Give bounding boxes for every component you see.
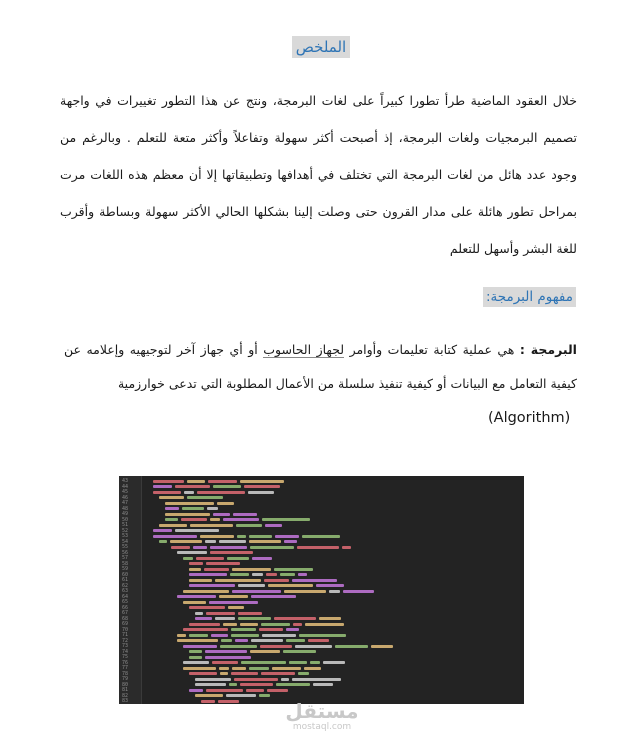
code-token xyxy=(153,529,172,532)
code-token xyxy=(200,535,234,538)
line-number: 53 xyxy=(122,533,129,539)
code-token xyxy=(276,683,310,686)
code-token xyxy=(220,645,257,648)
code-token xyxy=(215,617,235,620)
code-token xyxy=(335,645,368,648)
line-number: 64 xyxy=(122,593,129,600)
code-token xyxy=(175,529,219,532)
code-token xyxy=(231,672,258,675)
code-token xyxy=(153,491,181,494)
code-token xyxy=(292,678,341,681)
code-token xyxy=(240,623,258,626)
line-number-gutter xyxy=(119,476,142,704)
code-token xyxy=(298,573,307,576)
code-token xyxy=(229,683,237,686)
code-token xyxy=(183,628,228,631)
code-token xyxy=(183,557,193,560)
code-token xyxy=(215,579,261,582)
line-number: 49 xyxy=(122,511,129,517)
code-token xyxy=(153,480,184,483)
line-number: 55 xyxy=(122,544,129,550)
code-token xyxy=(313,683,333,686)
code-token xyxy=(305,623,344,626)
code-token xyxy=(189,656,202,659)
code-token xyxy=(275,535,299,538)
code-token xyxy=(329,590,340,593)
code-token xyxy=(205,656,251,659)
code-token xyxy=(265,524,282,527)
code-token xyxy=(195,617,212,620)
code-token xyxy=(260,645,292,648)
definition-paragraph xyxy=(64,333,577,401)
code-token xyxy=(183,590,229,593)
code-token xyxy=(208,480,237,483)
code-token xyxy=(281,678,289,681)
code-token xyxy=(240,480,284,483)
code-token xyxy=(196,557,224,560)
code-token xyxy=(343,590,374,593)
document-title: الملخص xyxy=(292,36,350,58)
code-token xyxy=(219,595,248,598)
line-number: 52 xyxy=(122,527,129,534)
code-token xyxy=(262,634,296,637)
code-token xyxy=(187,480,205,483)
code-token xyxy=(193,546,207,549)
line-number: 72 xyxy=(122,637,129,644)
code-token xyxy=(226,694,256,697)
summary-line: بمراحل تطور هائلة على مدار القرون حتى وصلت إلينا بشكلها الحالي الأكثر سهولة وبساطة وأقرب xyxy=(60,204,577,219)
code-token xyxy=(183,661,209,664)
code-token xyxy=(266,573,277,576)
definition-text-3: كيفية التعامل مع البيانات أو كيفية تنفيذ سلسلة من الأعمال المطلوبة التي تدعى خوارزمية xyxy=(117,376,577,391)
line-number: 80 xyxy=(122,681,129,688)
code-token xyxy=(252,557,272,560)
code-screenshot-image xyxy=(119,476,524,704)
code-token xyxy=(299,634,346,637)
code-token xyxy=(220,672,228,675)
code-token xyxy=(165,507,179,510)
line-number: 71 xyxy=(122,632,129,638)
code-token xyxy=(230,573,249,576)
watermark-arabic: مستقل xyxy=(285,699,359,723)
line-number: 63 xyxy=(122,588,129,594)
code-token xyxy=(177,551,207,554)
code-token xyxy=(295,645,332,648)
code-token xyxy=(264,579,289,582)
code-token xyxy=(246,689,264,692)
code-token xyxy=(284,540,297,543)
code-token xyxy=(272,667,301,670)
code-token xyxy=(201,700,215,703)
code-token xyxy=(170,540,202,543)
code-token xyxy=(259,694,270,697)
line-number: 83 xyxy=(122,698,129,704)
code-token xyxy=(189,579,212,582)
code-token xyxy=(206,562,240,565)
code-token xyxy=(189,562,203,565)
code-token xyxy=(183,667,216,670)
code-token xyxy=(280,573,295,576)
code-token xyxy=(298,672,309,675)
code-token xyxy=(240,683,273,686)
code-token xyxy=(283,650,316,653)
code-token xyxy=(153,485,172,488)
line-number: 76 xyxy=(122,659,129,666)
code-token xyxy=(241,661,286,664)
definition-text-1: هي عملية كتابة تعليمات وأوامر xyxy=(344,342,515,357)
code-token xyxy=(206,612,235,615)
code-token xyxy=(189,634,208,637)
code-token xyxy=(250,546,294,549)
code-token xyxy=(227,557,249,560)
line-number: 81 xyxy=(122,687,129,693)
code-token xyxy=(223,518,259,521)
watermark-latin: mostaql.com xyxy=(292,722,352,732)
code-token xyxy=(238,617,271,620)
code-token xyxy=(153,535,197,538)
code-token xyxy=(184,491,194,494)
code-token xyxy=(207,507,218,510)
code-token xyxy=(223,623,237,626)
code-token xyxy=(210,518,220,521)
line-number: 58 xyxy=(122,560,129,567)
code-token xyxy=(252,573,263,576)
code-token xyxy=(232,667,246,670)
line-number: 69 xyxy=(122,621,129,627)
summary-line: تصميم البرمجيات ولغات البرمجة، إذ أصبحت أكثر سهولة وتفاعلاً وأكثر متعة للتعلم . وبالرغم من xyxy=(60,130,577,145)
code-token xyxy=(231,634,259,637)
code-token xyxy=(210,551,253,554)
code-token xyxy=(171,546,190,549)
code-token xyxy=(319,617,341,620)
code-token xyxy=(231,628,256,631)
code-token xyxy=(183,645,217,648)
summary-line: للغة البشر وأسهل للتعلم xyxy=(449,241,577,256)
code-token xyxy=(213,485,241,488)
code-token xyxy=(189,689,203,692)
code-token xyxy=(293,623,302,626)
summary-paragraph xyxy=(60,82,577,267)
code-token xyxy=(371,645,393,648)
line-number: 65 xyxy=(122,599,129,605)
code-token xyxy=(189,573,227,576)
code-token xyxy=(195,612,203,615)
code-token xyxy=(189,623,220,626)
code-token xyxy=(219,667,229,670)
code-token xyxy=(175,485,210,488)
code-token xyxy=(204,568,229,571)
watermark xyxy=(284,700,360,733)
line-number: 75 xyxy=(122,654,129,660)
code-token xyxy=(181,518,207,521)
code-token xyxy=(251,595,296,598)
line-number: 45 xyxy=(122,489,129,495)
code-token xyxy=(302,535,340,538)
code-token xyxy=(261,672,295,675)
code-token xyxy=(165,513,210,516)
section-heading: مفهوم البرمجة: xyxy=(483,287,576,307)
code-token xyxy=(177,634,186,637)
code-token xyxy=(248,491,274,494)
code-token xyxy=(286,639,305,642)
line-number: 59 xyxy=(122,566,129,572)
code-token xyxy=(217,502,234,505)
code-token xyxy=(213,513,230,516)
line-number: 73 xyxy=(122,643,129,649)
code-token xyxy=(297,546,339,549)
code-token xyxy=(274,568,313,571)
code-token xyxy=(342,546,351,549)
code-token xyxy=(209,601,258,604)
code-token xyxy=(165,502,214,505)
line-number: 60 xyxy=(122,571,129,578)
algorithm-label: (Algorithm) xyxy=(488,410,571,426)
code-token xyxy=(232,568,271,571)
code-token xyxy=(165,518,178,521)
line-number: 51 xyxy=(122,522,129,528)
code-token xyxy=(190,524,233,527)
line-number: 66 xyxy=(122,604,129,611)
line-number: 61 xyxy=(122,577,129,583)
code-token xyxy=(261,623,290,626)
code-token xyxy=(206,689,243,692)
line-number: 44 xyxy=(122,483,129,490)
code-token xyxy=(189,650,202,653)
code-token xyxy=(235,639,248,642)
code-token xyxy=(195,678,231,681)
definition-text-2: أو أي جهاز آخر لتوجيهيه وإعلامه عن xyxy=(64,342,264,357)
title-container xyxy=(0,36,642,58)
line-number: 74 xyxy=(122,648,129,655)
line-number: 56 xyxy=(122,549,129,556)
definition-term: البرمجة : xyxy=(519,342,577,357)
code-token xyxy=(292,579,337,582)
code-token xyxy=(212,661,238,664)
code-token xyxy=(205,650,247,653)
code-token xyxy=(238,584,265,587)
code-token xyxy=(236,524,262,527)
code-token xyxy=(159,524,187,527)
code-token xyxy=(177,595,216,598)
code-token xyxy=(304,667,321,670)
code-token xyxy=(249,535,272,538)
code-token xyxy=(249,667,269,670)
code-token xyxy=(221,639,232,642)
line-number: 43 xyxy=(122,478,129,484)
code-token xyxy=(189,606,225,609)
summary-line: وجود عدد هائل من لغات البرمجة التي تختلف في أهدافها وتطبيقاتها إلا أن معظم هذه اللغات مرت xyxy=(60,167,577,182)
code-token xyxy=(268,584,313,587)
computer-link[interactable]: لجهاز الحاسوب xyxy=(263,342,345,357)
code-token xyxy=(189,672,217,675)
code-token xyxy=(234,678,278,681)
code-token xyxy=(262,518,310,521)
code-token xyxy=(274,617,316,620)
line-number: 68 xyxy=(122,615,129,622)
code-token xyxy=(232,590,281,593)
code-token xyxy=(195,683,226,686)
code-token xyxy=(159,540,167,543)
code-token xyxy=(159,496,184,499)
line-number: 82 xyxy=(122,692,129,699)
code-token xyxy=(219,540,246,543)
code-token xyxy=(238,612,262,615)
code-token xyxy=(177,639,218,642)
line-number: 78 xyxy=(122,670,129,677)
line-number: 70 xyxy=(122,626,129,633)
code-token xyxy=(187,496,223,499)
code-token xyxy=(205,540,216,543)
code-token xyxy=(267,689,288,692)
code-token xyxy=(244,485,280,488)
code-token xyxy=(233,513,257,516)
code-token xyxy=(284,590,326,593)
code-token xyxy=(316,584,344,587)
line-number: 57 xyxy=(122,555,129,561)
code-token xyxy=(237,535,246,538)
line-number: 50 xyxy=(122,516,129,523)
code-token xyxy=(323,661,345,664)
line-number: 47 xyxy=(122,500,129,506)
line-number: 48 xyxy=(122,505,129,512)
line-number: 79 xyxy=(122,676,129,682)
code-token xyxy=(250,650,280,653)
summary-line: خلال العقود الماضية طرأ تطورا كبيراً على لغات البرمجة، ونتج عن هذا التطور تغييرات في واجهة xyxy=(60,93,577,108)
code-token xyxy=(189,584,235,587)
code-token xyxy=(249,540,281,543)
section-heading-wrap xyxy=(483,286,576,307)
line-number: 77 xyxy=(122,665,129,671)
code-token xyxy=(210,546,247,549)
code-token xyxy=(289,661,307,664)
code-token xyxy=(197,491,245,494)
code-token xyxy=(310,661,320,664)
code-token xyxy=(251,639,283,642)
code-token xyxy=(195,694,223,697)
code-token xyxy=(189,568,201,571)
code-token xyxy=(308,639,329,642)
line-number: 46 xyxy=(122,494,129,501)
code-token xyxy=(182,507,204,510)
code-token xyxy=(211,634,228,637)
code-token xyxy=(259,628,283,631)
code-token xyxy=(183,601,206,604)
line-number: 67 xyxy=(122,610,129,616)
code-token xyxy=(218,700,239,703)
line-number: 62 xyxy=(122,582,129,589)
line-number: 54 xyxy=(122,538,129,545)
code-token xyxy=(286,628,299,631)
code-token xyxy=(228,606,244,609)
